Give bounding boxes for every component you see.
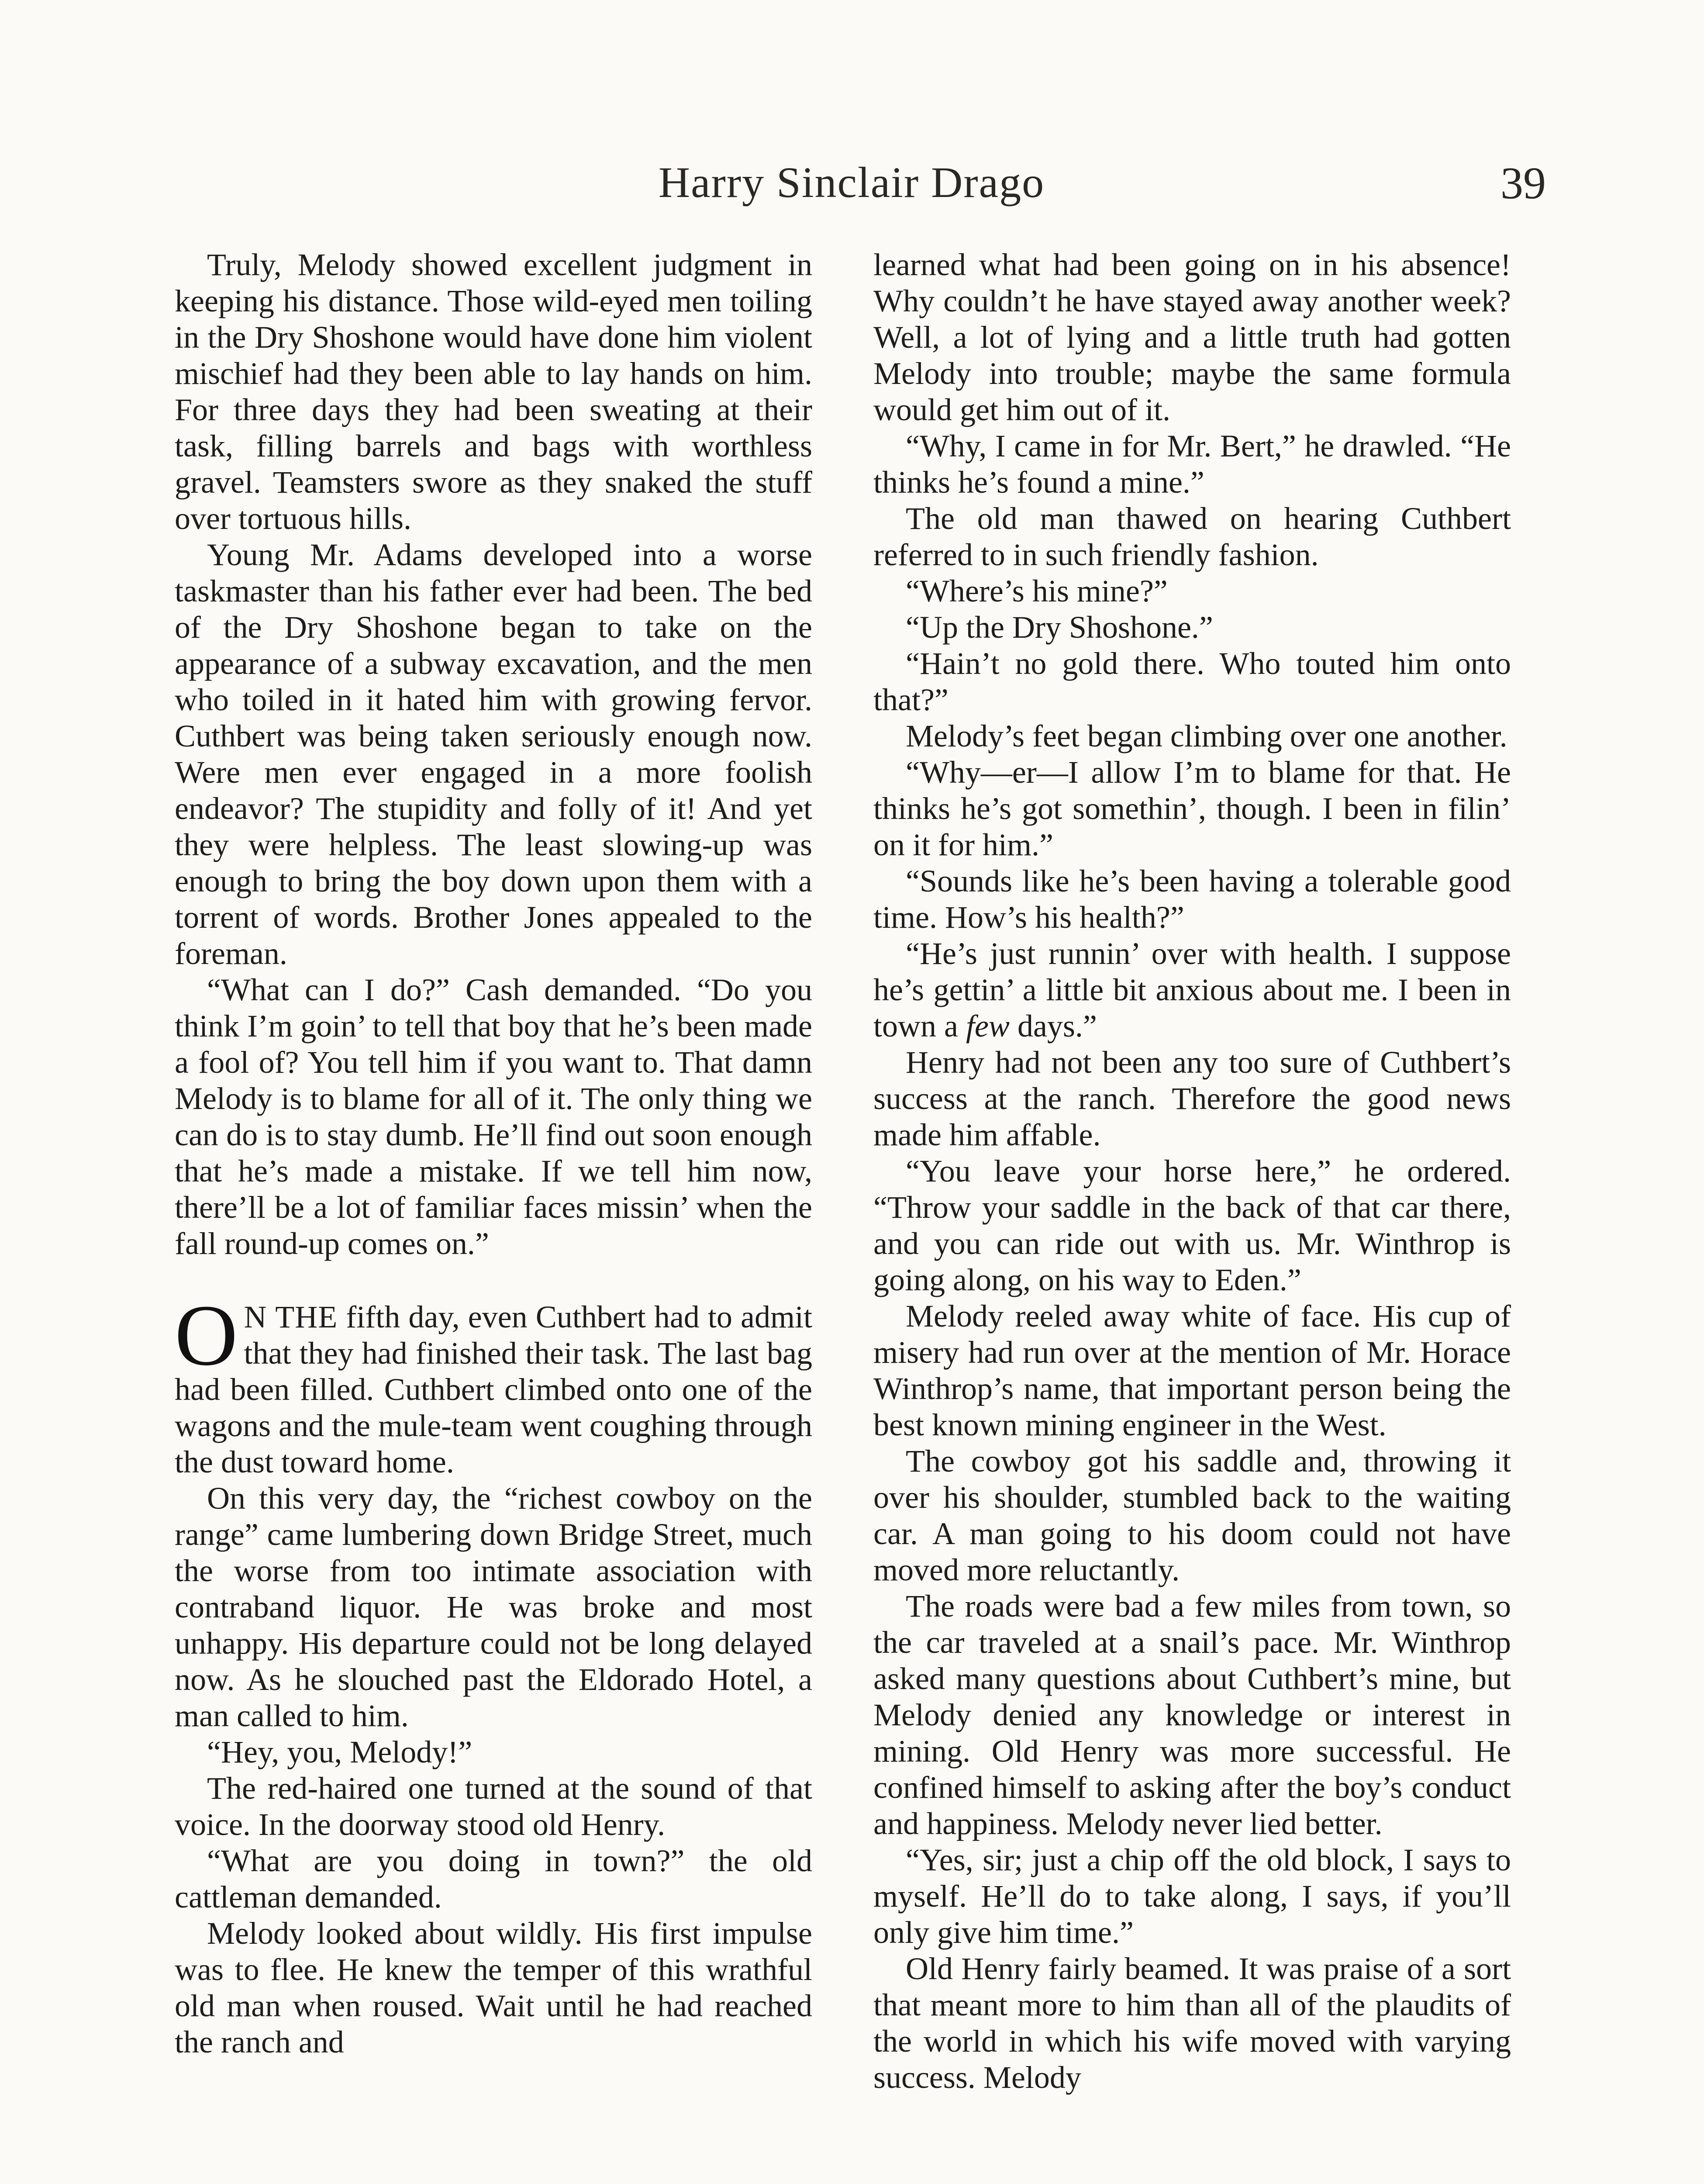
running-head: Harry Sinclair Drago	[658, 158, 1045, 207]
section-opening-paragraph	[175, 1287, 812, 1480]
left-column	[175, 247, 812, 2060]
paragraph: “Hey, you, Melody!”	[207, 1735, 473, 1769]
page-number: 39	[1500, 158, 1546, 208]
paragraph: Henry had not been any too sure of Cuthbert’s success at the ranch. Therefore the good news made him affable.	[873, 1045, 1511, 1152]
emphasized-word: few	[966, 1009, 1010, 1044]
paragraph: “You leave your horse here,” he ordered. “Throw your saddle in the back of that car there, and you can ride out with us. Mr. Winthrop is going along, on his way to Eden.”	[873, 1154, 1511, 1297]
paragraph: Melody reeled away white of face. His cup of misery had run over at the mention of Mr. Horace Winthrop’s name, that important person being the best known mining engineer in the West.	[873, 1299, 1511, 1442]
paragraph: “Where’s his mine?”	[906, 574, 1168, 608]
paragraph: Melody looked about wildly. His first impulse was to flee. He knew the temper of this wrathful old man when roused. Wait until he had reached the ranch and	[175, 1916, 812, 2060]
drop-cap: O	[175, 1287, 238, 1384]
paragraph: “Up the Dry Shoshone.”	[906, 610, 1213, 645]
paragraph: “Why—er—I allow I’m to blame for that. He thinks he’s got somethin’, though. I been in filin’ on it for him.”	[873, 755, 1511, 862]
paragraph: On this very day, the “richest cowboy on the range” came lumbering down Bridge Street, much the worse from too intimate association with contraband liquor. He was broke and most unhappy. His departure could not be long delayed now. As he slouched past the Eldorado Hotel, a man called to him.	[175, 1481, 812, 1733]
paragraph: “What can I do?” Cash demanded. “Do you think I’m goin’ to tell that boy that he’s been made a fool of? You tell him if you want to. That damn Melody is to blame for all of it. The only thing we can do is to stay dumb. He’ll find out soon enough that he’s made a mistake. If we tell him now, there’ll be a lot of familiar faces missin’ when the fall round-up comes on.”	[175, 972, 812, 1261]
paragraph: “What are you doing in town?” the old cattleman demanded.	[175, 1843, 812, 1914]
paragraph-text: “He’s just runnin’ over with health. I suppose he’s gettin’ a little bit anxious about me. I been in town a	[873, 936, 1511, 1044]
paragraph: The old man thawed on hearing Cuthbert referred to in such friendly fashion.	[873, 501, 1511, 572]
paragraph: “Why, I came in for Mr. Bert,” he drawled. “He thinks he’s found a mine.”	[873, 429, 1511, 500]
paragraph: Young Mr. Adams developed into a worse taskmaster than his father ever had been. The bed of the Dry Shoshone began to take on the appearance of a subway excavation, and the men who toiled in it hated him with growing fervor. Cuthbert was being taken seriously enough now. Were men ever engaged in a more foolish endeavor? The stupidity and folly of it! And yet they were helpless. The least slowing-up was enough to bring the boy down upon them with a torrent of words. Brother Jones appealed to the foreman.	[175, 537, 812, 971]
paragraph	[873, 936, 1511, 1044]
paragraph: Truly, Melody showed excellent judgment in keeping his distance. Those wild-eyed men toiling in the Dry Shoshone would have done him violent mischief had they been able to lay hands on him. For three days they had been sweating at their task, filling barrels and bags with worthless gravel. Teamsters swore as they snaked the stuff over tortuous hills.	[175, 247, 812, 536]
page-header	[0, 157, 1704, 210]
paragraph: “Hain’t no gold there. Who touted him onto that?”	[873, 646, 1511, 717]
paragraph: The red-haired one turned at the sound of that voice. In the doorway stood old Henry.	[175, 1771, 812, 1842]
paragraph: “Sounds like he’s been having a tolerable good time. How’s his health?”	[873, 864, 1511, 935]
right-column	[873, 247, 1511, 2096]
small-caps-lead: N THE	[244, 1299, 338, 1334]
paragraph-text: days.”	[1009, 1009, 1097, 1044]
paragraph: The cowboy got his saddle and, throwing it over his shoulder, stumbled back to the waiting car. A man going to his doom could not have moved more reluctantly.	[873, 1444, 1511, 1587]
paragraph: “Yes, sir; just a chip off the old block, I says to myself. He’ll do to take along, I says, if you’ll only give him time.”	[873, 1842, 1511, 1950]
paragraph: Old Henry fairly beamed. It was praise of a sort that meant more to him than all of the plaudits of the world in which his wife moved with varying success. Melody	[873, 1951, 1511, 2095]
paragraph: The roads were bad a few miles from town, so the car traveled at a snail’s pace. Mr. Winthrop asked many questions about Cuthbert’s mine, but Melody denied any knowledge or interest in mining. Old Henry was more successful. He confined himself to asking after the boy’s conduct and happiness. Melody never lied better.	[873, 1589, 1511, 1841]
paragraph: Melody’s feet began climbing over one another.	[906, 719, 1507, 753]
paragraph-text: fifth day, even Cuthbert had to admit that they had finished their task. The last bag had been filled. Cuthbert climbed onto one of the wagons and the mule-team went coughing through the dust toward home.	[175, 1299, 812, 1479]
paragraph-continued: learned what had been going on in his absence! Why couldn’t he have stayed away another week? Well, a lot of lying and a little truth had gotten Melody into trouble; maybe the same formula would get him out of it.	[873, 247, 1511, 427]
